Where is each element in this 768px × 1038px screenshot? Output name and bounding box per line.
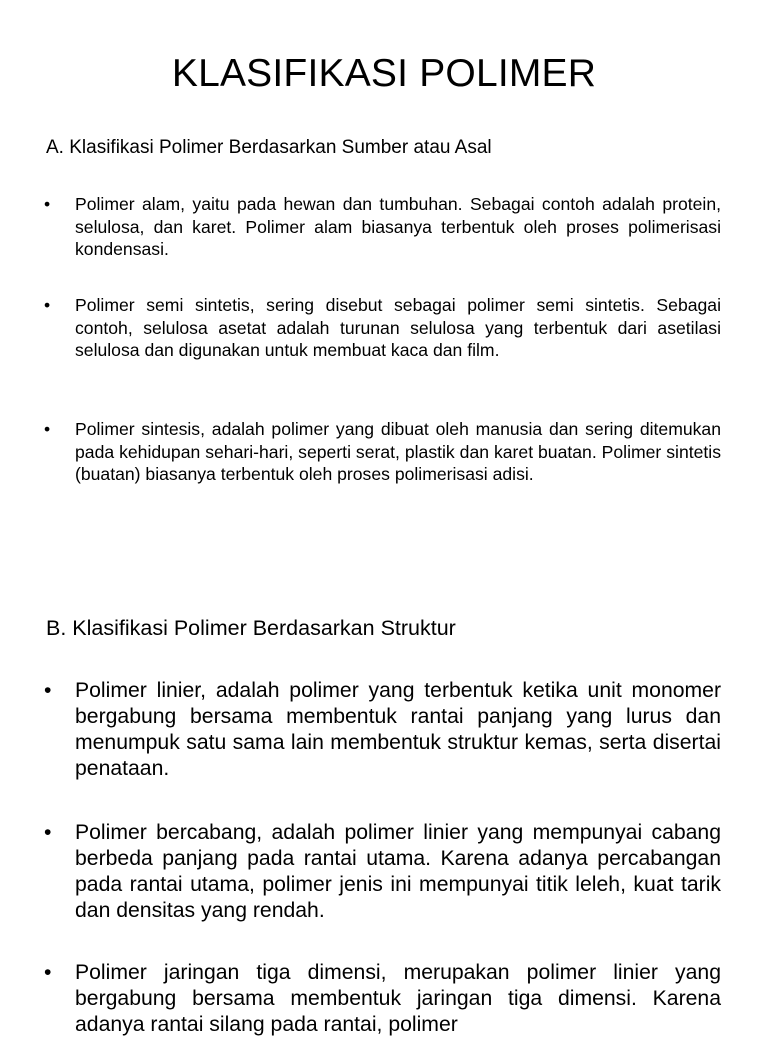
bullet-icon: • <box>44 194 51 214</box>
bullet-icon: • <box>44 679 52 702</box>
bullet-icon: • <box>44 295 51 315</box>
bullet-icon: • <box>44 961 52 984</box>
section-a-heading: A. Klasifikasi Polimer Berdasarkan Sumber atau Asal <box>46 137 492 158</box>
page-title: KLASIFIKASI POLIMER <box>171 52 597 95</box>
list-item-text: Polimer sintesis, adalah polimer yang dibuat oleh manusia dan sering ditemukan pada kehidupan sehari-hari, seperti serat, plastik dan karet buatan. Polimer sintetis (buatan) biasanya terbentuk oleh proses polimerisasi adisi. <box>75 419 721 484</box>
section-b-heading: B. Klasifikasi Polimer Berdasarkan Struktur <box>46 616 456 640</box>
list-item-text: Polimer alam, yaitu pada hewan dan tumbuhan. Sebagai contoh adalah protein, selulosa, dan karet. Polimer alam biasanya terbentuk oleh proses polimerisasi kondensasi. <box>75 194 721 259</box>
list-item-text: Polimer semi sintetis, sering disebut sebagai polimer semi sintetis. Sebagai contoh, selulosa asetat adalah turunan selulosa yang terbentuk dari asetilasi selulosa dan digunakan untuk membuat kaca dan film. <box>75 295 721 360</box>
bullet-icon: • <box>44 419 51 439</box>
list-item-text: Polimer bercabang, adalah polimer linier yang mempunyai cabang berbeda panjang pada rantai utama. Karena adanya percabangan pada rantai utama, polimer jenis ini mempunyai titik leleh, kuat tarik dan densitas yang rendah. <box>75 821 721 922</box>
list-item-text: Polimer jaringan tiga dimensi, merupakan polimer linier yang bergabung bersama membentuk jaringan tiga dimensi. Karena adanya rantai silang pada rantai, polimer <box>75 961 721 1036</box>
bullet-icon: • <box>44 821 52 844</box>
list-item-text: Polimer linier, adalah polimer yang terbentuk ketika unit monomer bergabung bersama membentuk rantai panjang yang lurus dan menumpuk satu sama lain membentuk struktur kemas, serta disertai penataan. <box>75 679 721 780</box>
